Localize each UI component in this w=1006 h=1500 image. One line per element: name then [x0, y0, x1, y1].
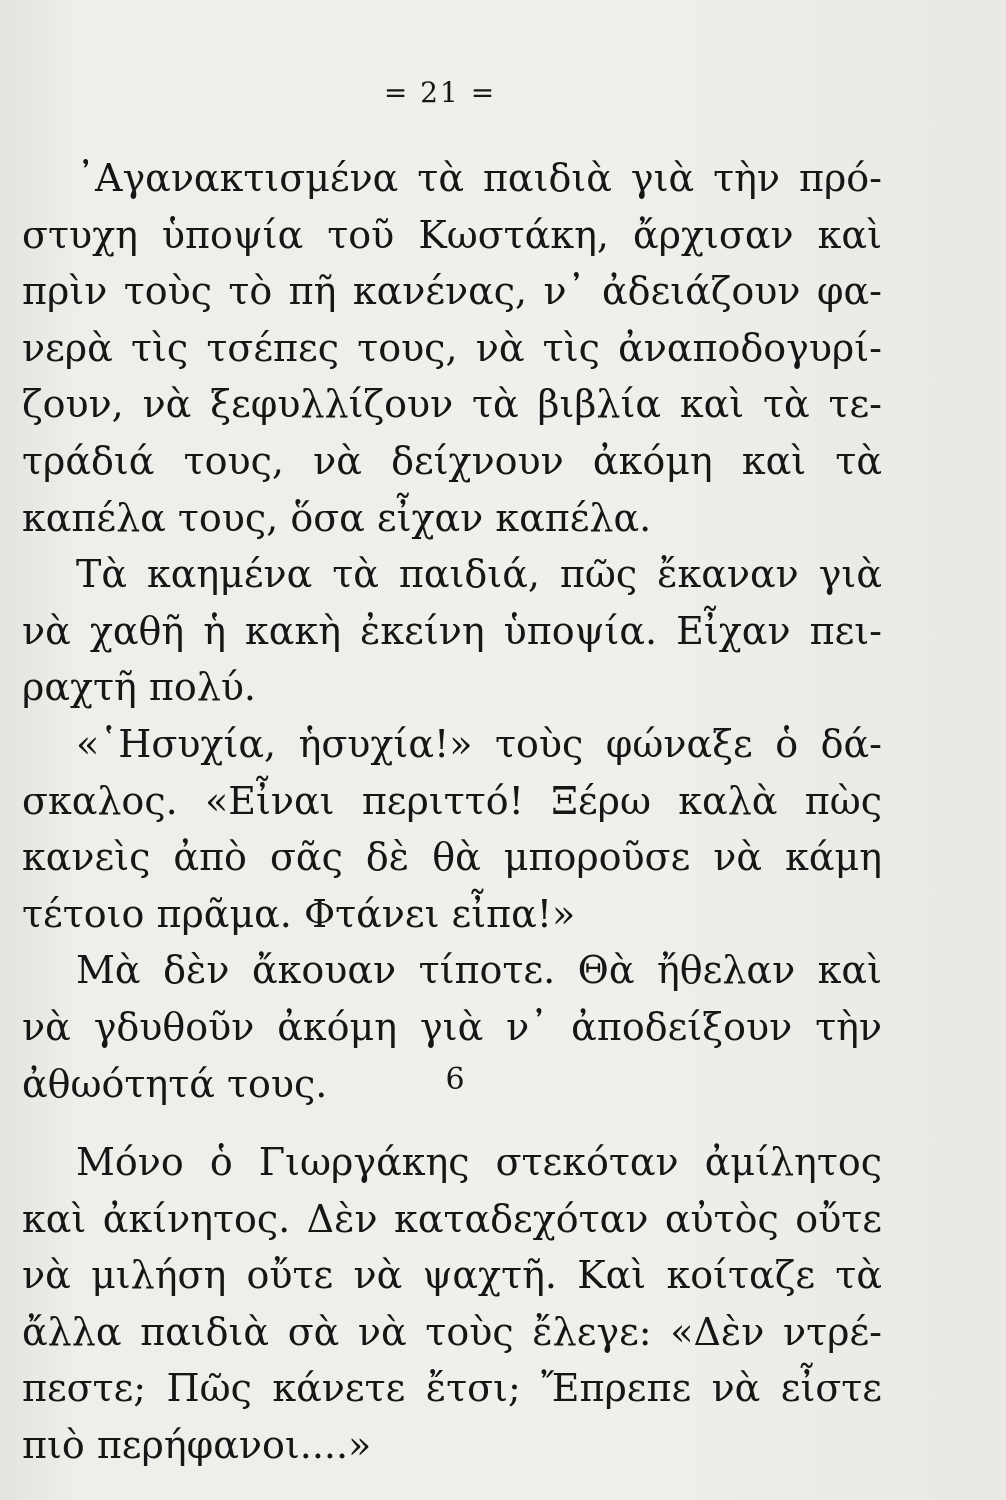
- text-line: τέτοιο πρᾶμα. Φτάνει εἶπα!»: [22, 891, 576, 936]
- page-number: = 21 =: [383, 76, 497, 109]
- text-line: τράδιά τους, νὰ δείχνουν ἀκόμη καὶ τὰ: [22, 438, 882, 483]
- text-line: ἀθωότητά τους.: [22, 1061, 328, 1106]
- text-line: ᾿Αγανακτισμένα τὰ παιδιὰ γιὰ τὴν πρό-: [76, 156, 882, 200]
- text-line: ραχτῆ πολύ.: [22, 665, 257, 710]
- text-line: νὰ γδυθοῦν ἀκόμη γιὰ ν᾿ ἀποδείξουν τὴν: [22, 1004, 882, 1049]
- text-line: «῾Ησυχία, ἡσυχία!» τοὺς φώναξε ὁ δά-: [76, 721, 882, 766]
- text-line: Μὰ δὲν ἄκουαν τίποτε. Θὰ ἤθελαν καὶ: [76, 948, 882, 993]
- section-number: 6: [445, 1062, 465, 1097]
- text-line: νερὰ τὶς τσέπες τους, νὰ τὶς ἀναποδογυρί-: [22, 325, 882, 370]
- text-line: καπέλα τους, ὅσα εἶχαν καπέλα.: [22, 495, 652, 540]
- text-line: Μόνο ὁ Γιωργάκης στεκόταν ἀμίλητος: [76, 1140, 882, 1184]
- text-line: σκαλος. «Εἶναι περιττό! Ξέρω καλὰ πὼς: [22, 778, 882, 823]
- text-line: πρὶν τοὺς τὸ πῆ κανένας, ν᾿ ἀδειάζουν φα-: [22, 269, 882, 314]
- text-line: ζουν, νὰ ξεφυλλίζουν τὰ βιβλία καὶ τὰ τε-: [22, 382, 882, 427]
- text-line: στυχη ὑποψία τοῦ Κωστάκη, ἄρχισαν καὶ: [22, 212, 882, 257]
- text-line: καὶ ἀκίνητος. Δὲν καταδεχόταν αὐτὸς οὔτε: [22, 1196, 882, 1241]
- text-line: ἄλλα παιδιὰ σὰ νὰ τοὺς ἔλεγε: «Δὲν ντρέ-: [22, 1309, 882, 1354]
- text-line: κανεὶς ἀπὸ σᾶς δὲ θὰ μποροῦσε νὰ κάμη: [22, 835, 882, 880]
- text-line: νὰ χαθῆ ἡ κακὴ ἐκείνη ὑποψία. Εἶχαν πει-: [22, 608, 882, 653]
- text-line: πιὸ περήφανοι....»: [22, 1422, 372, 1467]
- text-block-bottom: [22, 1134, 882, 1474]
- text-block-top: [22, 150, 882, 1112]
- text-line: νὰ μιλήση οὔτε νὰ ψαχτῆ. Καὶ κοίταζε τὰ: [22, 1253, 882, 1298]
- text-line: πεστε; Πῶς κάνετε ἔτσι; Ἔπρεπε νὰ εἶστε: [22, 1366, 882, 1411]
- text-line: Τὰ καημένα τὰ παιδιά, πῶς ἔκαναν γιὰ: [76, 552, 882, 597]
